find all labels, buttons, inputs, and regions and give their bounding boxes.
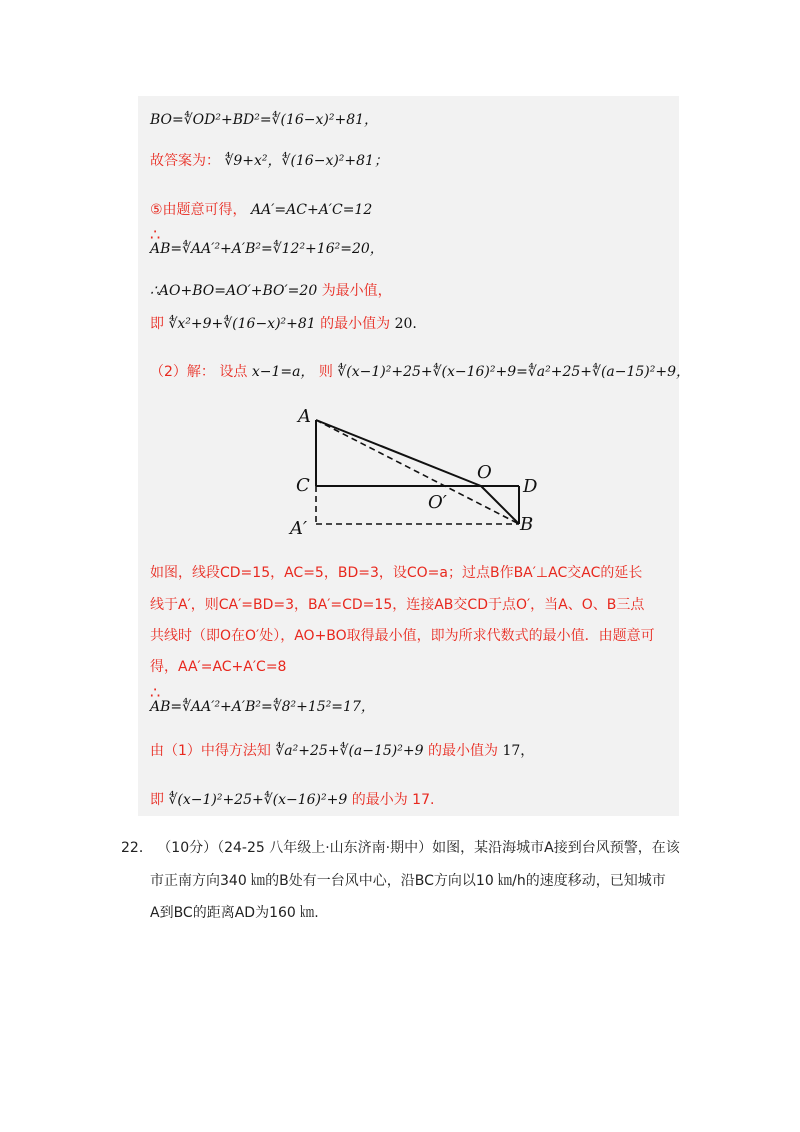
part2-then: 则 (318, 364, 333, 380)
ab-formula-line-2 (150, 696, 375, 718)
label-o-prime: O′ (428, 492, 447, 513)
segment-ao (316, 420, 481, 486)
final-formula: ∜(x−1)²+25+∜(x−16)²+9 (168, 792, 348, 808)
part2-formula: ∜(x−1)²+25+∜(x−16)²+9=∜a²+25+∜(a−15)²+9， (337, 364, 691, 380)
step5-text: ⑤由题意可得， (150, 202, 247, 218)
min-value: 20. (394, 316, 417, 332)
label-b: B (520, 514, 534, 535)
final-text: 的最小为 17. (351, 792, 435, 808)
bo-formula-line (150, 109, 378, 131)
answer-formula: ∜9+x²，∜(16−x)²+81； (224, 153, 388, 169)
part1-method-formula: ∜a²+25+∜(a−15)²+9 (275, 743, 424, 759)
problem22-line-1 (121, 837, 680, 859)
label-a-prime: A′ (290, 518, 308, 538)
step5-line (150, 199, 372, 221)
min-value-is: 的最小值为 (320, 316, 391, 332)
ab-formula-2: AB=∜AA′²+A′B²=∜8²+15²=17， (150, 699, 375, 715)
ji-text: 即 (150, 316, 164, 332)
final-ji: 即 (150, 792, 164, 808)
para-line-2: 线于A′，则CA′=BD=3，BA′=CD=15，连接AB交CD于点O′，当A、O、B三点 (150, 597, 645, 613)
label-d: D (523, 476, 538, 497)
ao-bo-formula: ∴AO+BO=AO′+BO′=20 (150, 283, 318, 299)
label-o: O (477, 462, 492, 483)
part1-min-value: 17， (502, 743, 535, 759)
part1-method-line (150, 740, 534, 762)
label-a: A (298, 406, 311, 427)
problem22-line-3: A到BC的距离AD为160 ㎞. (150, 905, 319, 921)
ab-formula-line-1 (150, 238, 384, 260)
min-value-text: 为最小值， (321, 283, 392, 299)
answer-prefix: 故答案为： (150, 153, 220, 169)
answer-line (150, 150, 388, 172)
final-line (150, 789, 434, 811)
part1-min-text: 的最小值为 (427, 743, 498, 759)
problem22-line-2: 市正南方向340 ㎞的B处有一台风中心，沿BC方向以10 ㎞/h的速度移动，已知城市 (150, 873, 666, 889)
problem22-text-1: （10分）（24-25 八年级上·山东济南·期中）如图，某沿海城市A接到台风预警，在该 (157, 840, 680, 856)
geometry-figure (288, 398, 548, 538)
bo-formula: BO=∜OD²+BD²=∜(16−x)²+81， (150, 112, 379, 128)
ji-line (150, 313, 417, 335)
problem22-number: 22． (121, 840, 153, 856)
therefore-symbol-2: ∴ (150, 683, 161, 702)
segment-ob (481, 486, 519, 524)
ji-formula: ∜x²+9+∜(16−x)²+81 (168, 316, 316, 332)
ao-bo-line (150, 280, 392, 302)
para-line-1: 如图，线段CD=15，AC=5，BD=3，设CO=a；过点B作BA′⊥AC交AC的延长 (150, 565, 643, 581)
part1-method-text: 由（1）中得方法知 (150, 743, 271, 759)
para-line-3: 共线时（即O在O′处），AO+BO取得最小值，即为所求代数式的最小值．由题意可 (150, 628, 655, 644)
label-c: C (296, 475, 310, 496)
part2-line (150, 361, 690, 383)
ab-formula-1: AB=∜AA′²+A′B²=∜12²+16²=20， (150, 241, 384, 257)
step5-formula: AA′=AC+A′C=12 (251, 202, 373, 218)
part2-label: （2）解： 设点 (150, 364, 248, 380)
para-line-4: 得，AA′=AC+A′C=8 (150, 659, 287, 675)
part2-substitution: x−1=a， (251, 364, 315, 380)
therefore-symbol-1: ∴ (150, 225, 161, 244)
